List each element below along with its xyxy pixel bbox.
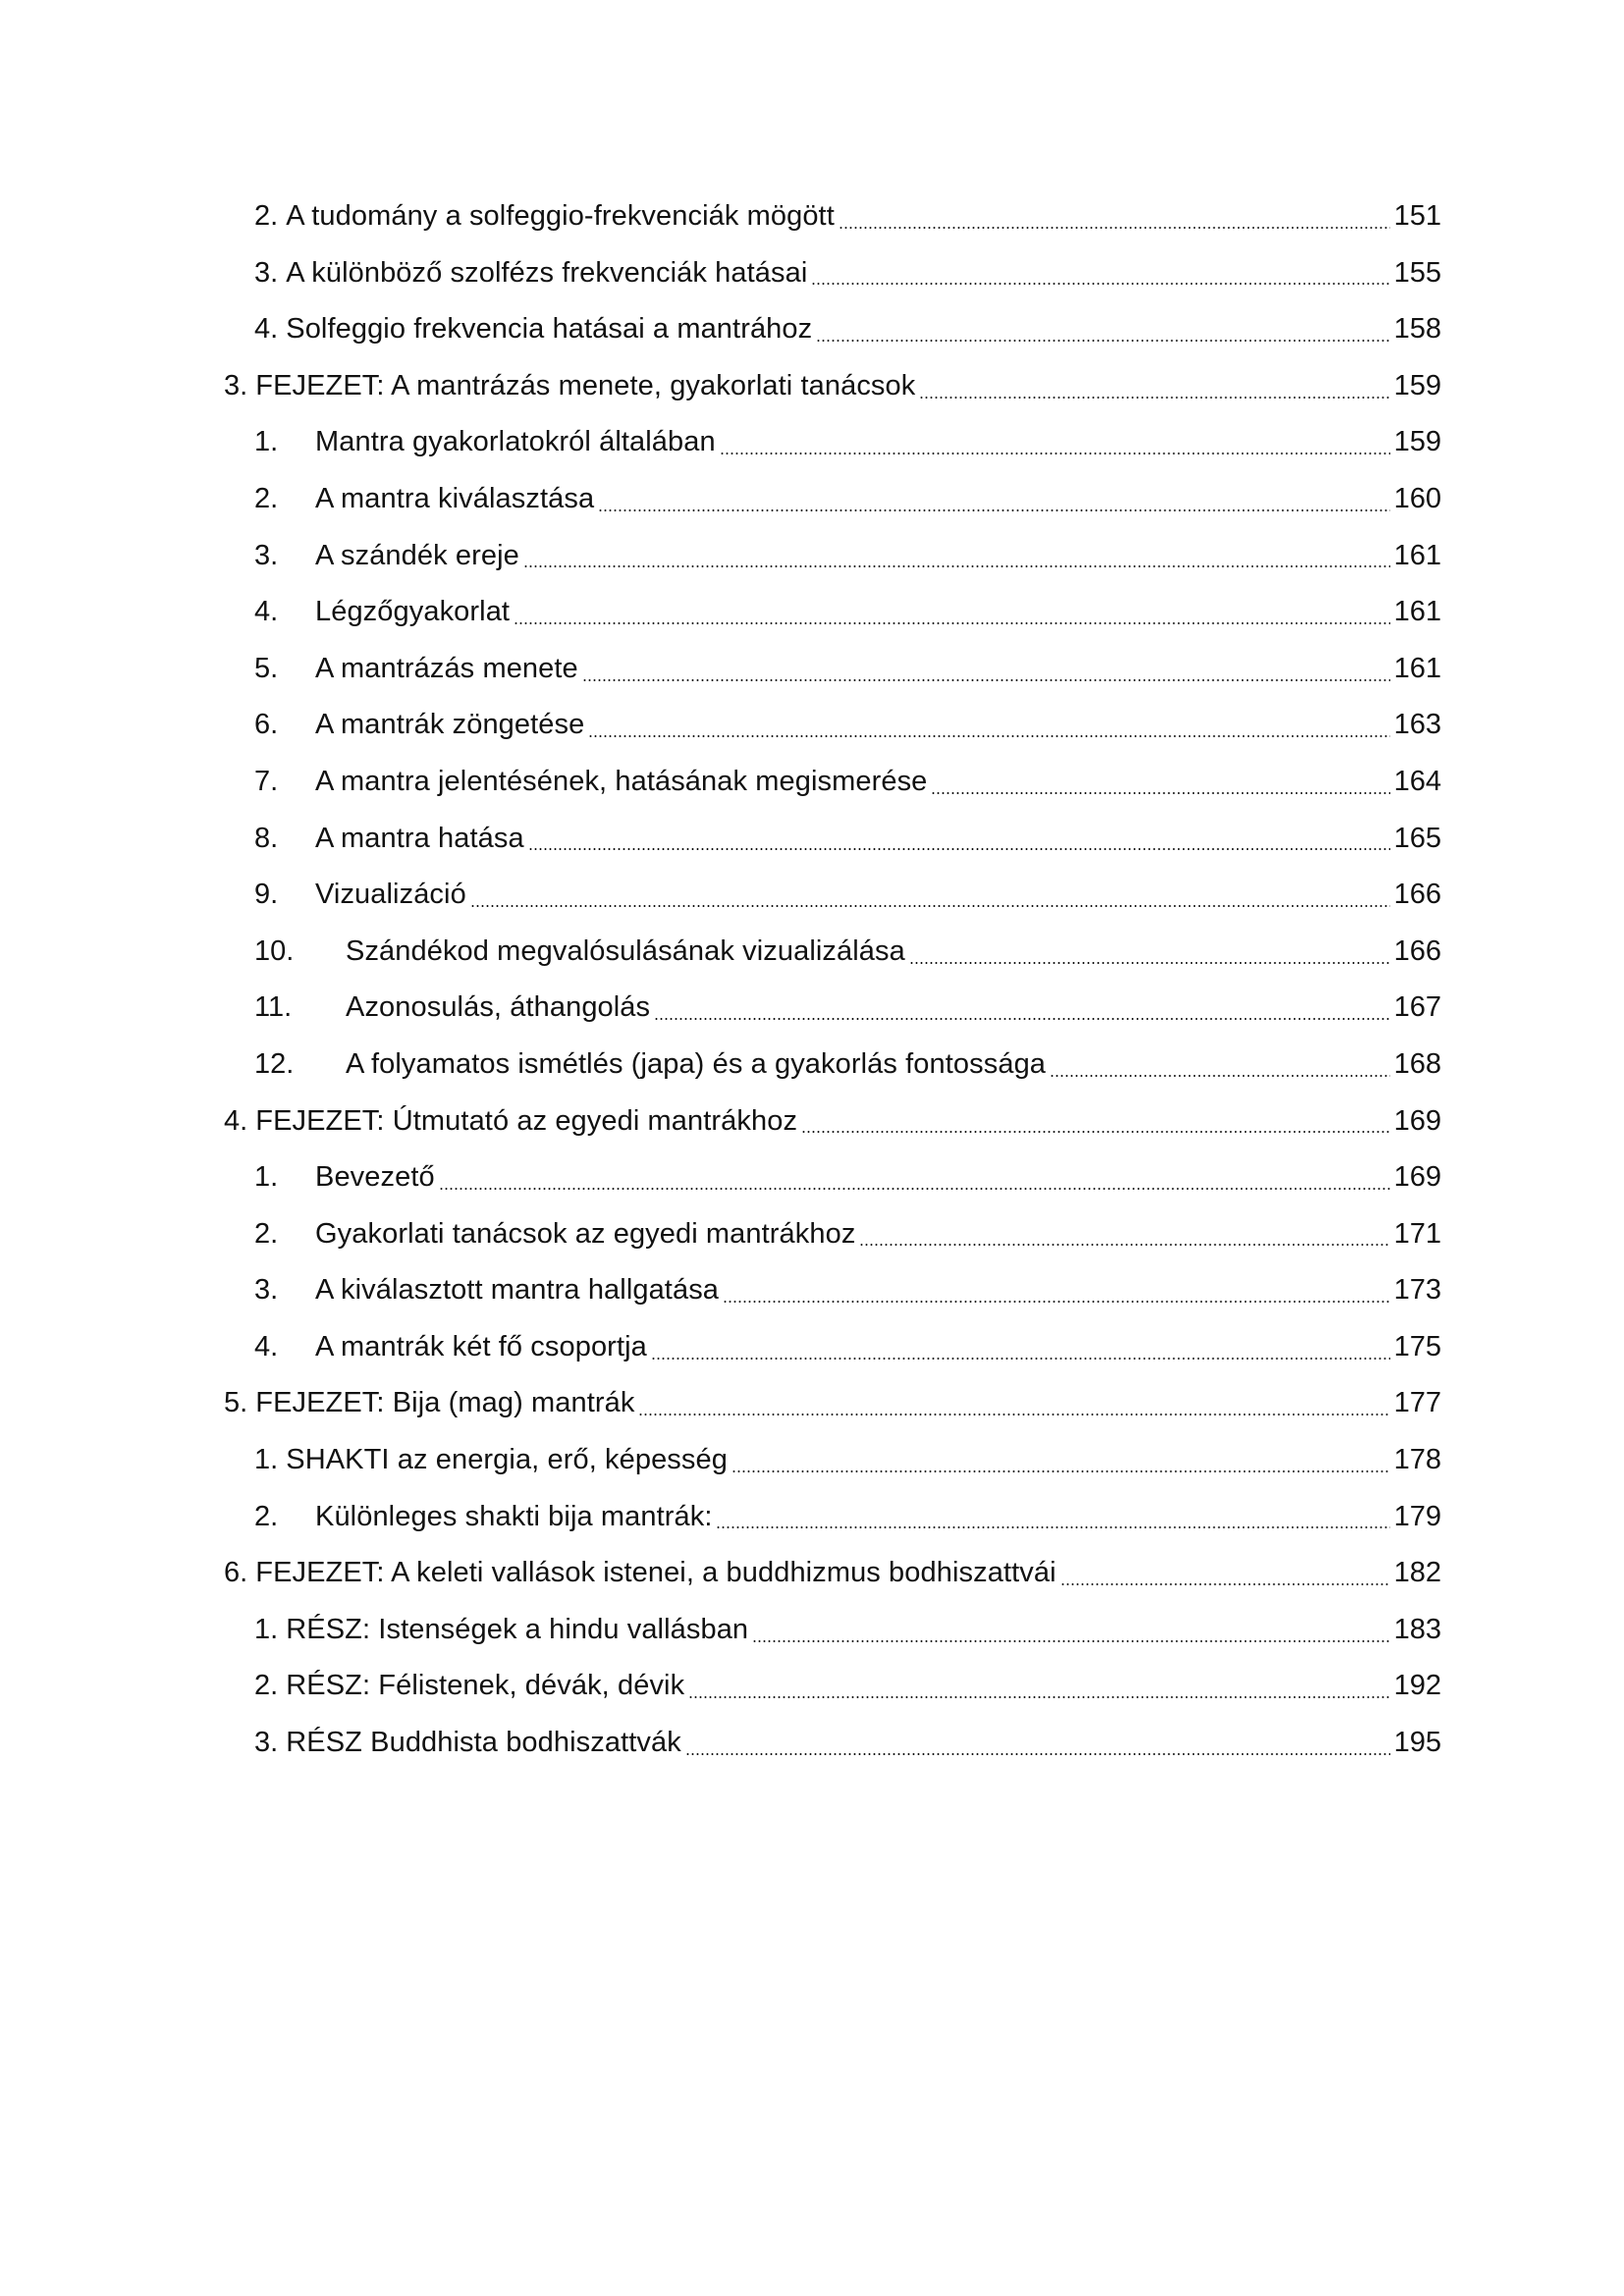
- toc-entry-title: A mantra kiválasztása: [315, 482, 595, 514]
- toc-section-entry: [224, 245, 1441, 302]
- toc-entry-spacer: [247, 1545, 255, 1602]
- dot-leader: [598, 509, 1389, 511]
- toc-entry-number: 12.: [254, 1047, 295, 1080]
- toc-entry-title: A kiválasztott mantra hallgatása: [315, 1274, 720, 1307]
- toc-entry-title: A különböző szolfézs frekvenciák hatásai: [286, 256, 808, 289]
- toc-entry-page-number: 195: [1393, 1727, 1441, 1759]
- toc-section-entry: [224, 1715, 1441, 1772]
- dot-leader: [723, 1301, 1390, 1303]
- toc-entry-page-number: 168: [1393, 1047, 1441, 1080]
- toc-entry-spacer: [278, 1432, 286, 1489]
- toc-entry-spacer: [278, 301, 286, 358]
- dot-leader: [811, 283, 1389, 285]
- toc-entry-title: A tudomány a solfeggio-frekvenciák mögött: [286, 200, 835, 232]
- toc-section-entry: [224, 1432, 1441, 1489]
- toc-entry-page-number: 165: [1393, 822, 1441, 854]
- toc-entry-title: FEJEZET: Bija (mag) mantrák: [255, 1387, 635, 1419]
- dot-leader: [859, 1244, 1389, 1246]
- dot-leader: [470, 905, 1390, 907]
- toc-entry-page-number: 192: [1393, 1670, 1441, 1702]
- toc-entry-page-number: 164: [1393, 765, 1441, 797]
- toc-entry-title: A folyamatos ismétlés (japa) és a gyakorlás fontossága: [346, 1047, 1047, 1080]
- toc-section-entry: [224, 1319, 1441, 1376]
- toc-entry-number: 4.: [254, 1330, 279, 1362]
- toc-section-entry: [224, 584, 1441, 641]
- dot-leader: [528, 848, 1390, 850]
- toc-entry-title: Gyakorlati tanácsok az egyedi mantrákhoz: [315, 1217, 856, 1250]
- toc-entry-page-number: 167: [1393, 991, 1441, 1024]
- dot-leader: [919, 397, 1389, 399]
- toc-entry-page-number: 166: [1393, 879, 1441, 911]
- toc-entry-number: 10.: [254, 934, 295, 967]
- dot-leader: [588, 735, 1389, 737]
- toc-entry-title: Mantra gyakorlatokról általában: [315, 426, 716, 458]
- toc-entry-number: 3.: [254, 1274, 279, 1307]
- toc-entry-title: A mantrák két fő csoportja: [315, 1330, 647, 1362]
- toc-entry-page-number: 159: [1393, 426, 1441, 458]
- toc-entry-spacer: [247, 358, 255, 415]
- toc-entry-spacer: [278, 245, 286, 302]
- toc-entry-number: 1.: [254, 1613, 279, 1645]
- dot-leader: [654, 1018, 1389, 1020]
- dot-leader: [839, 227, 1390, 229]
- toc-section-entry: [224, 811, 1441, 868]
- toc-entry-title: A mantra hatása: [315, 822, 524, 854]
- toc-section-entry: [224, 697, 1441, 754]
- table-of-contents: [224, 188, 1441, 1772]
- toc-section-entry: [224, 924, 1441, 981]
- toc-entry-number: 2.: [254, 200, 279, 232]
- dot-leader: [716, 1526, 1389, 1528]
- toc-entry-number: 9.: [254, 879, 279, 911]
- dot-leader: [720, 453, 1390, 454]
- toc-entry-page-number: 166: [1393, 934, 1441, 967]
- toc-entry-title: Vizualizáció: [315, 879, 466, 911]
- toc-entry-spacer: [278, 188, 286, 245]
- toc-section-entry: [224, 471, 1441, 528]
- toc-entry-number: 5.: [254, 652, 279, 684]
- toc-section-entry: [224, 1262, 1441, 1319]
- toc-section-entry: [224, 301, 1441, 358]
- toc-section-entry: [224, 1658, 1441, 1715]
- toc-section-entry: [224, 1149, 1441, 1206]
- toc-entry-number: 2.: [254, 1670, 279, 1702]
- dot-leader: [651, 1358, 1390, 1360]
- toc-entry-number: 5.: [224, 1387, 248, 1419]
- dot-leader: [685, 1753, 1390, 1755]
- toc-section-entry: [224, 1602, 1441, 1659]
- toc-chapter-entry: [224, 1375, 1441, 1432]
- toc-entry-title: FEJEZET: A keleti vallások istenei, a buddhizmus bodhiszattvái: [255, 1557, 1056, 1589]
- toc-entry-page-number: 175: [1393, 1330, 1441, 1362]
- dot-leader: [582, 679, 1390, 681]
- toc-entry-page-number: 163: [1393, 709, 1441, 741]
- dot-leader: [688, 1696, 1389, 1698]
- toc-entry-title: Különleges shakti bija mantrák:: [315, 1500, 713, 1532]
- toc-entry-page-number: 171: [1393, 1217, 1441, 1250]
- toc-entry-number: 3.: [224, 369, 248, 401]
- toc-entry-page-number: 173: [1393, 1274, 1441, 1307]
- dot-leader: [909, 962, 1390, 964]
- dot-leader: [816, 340, 1389, 342]
- toc-entry-spacer: [278, 1715, 286, 1772]
- toc-entry-page-number: 161: [1393, 539, 1441, 571]
- dot-leader: [752, 1640, 1389, 1642]
- toc-entry-number: 4.: [254, 313, 279, 346]
- dot-leader: [638, 1414, 1389, 1415]
- toc-entry-title: A mantrák zöngetése: [315, 709, 585, 741]
- toc-entry-page-number: 160: [1393, 482, 1441, 514]
- toc-entry-number: 2.: [254, 482, 279, 514]
- toc-entry-page-number: 177: [1393, 1387, 1441, 1419]
- toc-entry-spacer: [278, 1658, 286, 1715]
- toc-entry-title: RÉSZ Buddhista bodhiszattvák: [286, 1727, 681, 1759]
- toc-entry-number: 3.: [254, 539, 279, 571]
- toc-entry-number: 1.: [254, 426, 279, 458]
- toc-entry-title: A mantra jelentésének, hatásának megismerése: [315, 765, 928, 797]
- toc-entry-spacer: [247, 1375, 255, 1432]
- toc-section-entry: [224, 754, 1441, 811]
- toc-entry-page-number: 182: [1393, 1557, 1441, 1589]
- dot-leader: [514, 622, 1390, 624]
- toc-chapter-entry: [224, 358, 1441, 415]
- toc-entry-page-number: 169: [1393, 1104, 1441, 1137]
- toc-entry-number: 1.: [254, 1444, 279, 1476]
- toc-entry-title: FEJEZET: A mantrázás menete, gyakorlati tanácsok: [255, 369, 916, 401]
- toc-entry-page-number: 178: [1393, 1444, 1441, 1476]
- toc-entry-title: Légzőgyakorlat: [315, 596, 511, 628]
- toc-section-entry: [224, 867, 1441, 924]
- toc-section-entry: [224, 1489, 1441, 1546]
- dot-leader: [1060, 1583, 1390, 1585]
- toc-entry-page-number: 151: [1393, 200, 1441, 232]
- toc-entry-page-number: 179: [1393, 1500, 1441, 1532]
- toc-entry-page-number: 169: [1393, 1161, 1441, 1194]
- dot-leader: [523, 565, 1390, 567]
- toc-section-entry: [224, 641, 1441, 698]
- toc-chapter-entry: [224, 1545, 1441, 1602]
- toc-entry-page-number: 158: [1393, 313, 1441, 346]
- toc-entry-title: Solfeggio frekvencia hatásai a mantrához: [286, 313, 813, 346]
- toc-entry-spacer: [278, 1602, 286, 1659]
- toc-section-entry: [224, 414, 1441, 471]
- toc-entry-spacer: [247, 1094, 255, 1150]
- toc-entry-number: 3.: [254, 1727, 279, 1759]
- dot-leader: [439, 1188, 1390, 1190]
- toc-entry-number: 1.: [254, 1161, 279, 1194]
- toc-entry-page-number: 159: [1393, 369, 1441, 401]
- toc-section-entry: [224, 980, 1441, 1037]
- toc-entry-title: FEJEZET: Útmutató az egyedi mantrákhoz: [255, 1104, 798, 1137]
- toc-entry-title: Azonosulás, áthangolás: [346, 991, 651, 1024]
- toc-entry-title: RÉSZ: Félistenek, dévák, dévik: [286, 1670, 685, 1702]
- toc-entry-page-number: 161: [1393, 596, 1441, 628]
- dot-leader: [731, 1470, 1390, 1472]
- toc-entry-number: 7.: [254, 765, 279, 797]
- toc-entry-title: Bevezető: [315, 1161, 435, 1194]
- toc-entry-title: RÉSZ: Istenségek a hindu vallásban: [286, 1613, 749, 1645]
- toc-entry-number: 6.: [254, 709, 279, 741]
- dot-leader: [1050, 1075, 1390, 1077]
- toc-section-entry: [224, 188, 1441, 245]
- toc-entry-number: 11.: [254, 991, 293, 1024]
- toc-entry-title: SHAKTI az energia, erő, képesség: [286, 1444, 728, 1476]
- toc-entry-number: 2.: [254, 1500, 279, 1532]
- toc-entry-title: Szándékod megvalósulásának vizualizálása: [346, 934, 905, 967]
- toc-entry-page-number: 183: [1393, 1613, 1441, 1645]
- toc-entry-page-number: 161: [1393, 652, 1441, 684]
- toc-chapter-entry: [224, 1094, 1441, 1150]
- toc-entry-title: A mantrázás menete: [315, 652, 578, 684]
- toc-section-entry: [224, 1037, 1441, 1094]
- dot-leader: [931, 792, 1389, 794]
- toc-entry-number: 3.: [254, 256, 279, 289]
- toc-entry-number: 4.: [224, 1104, 248, 1137]
- toc-section-entry: [224, 528, 1441, 585]
- dot-leader: [801, 1131, 1390, 1133]
- toc-entry-number: 2.: [254, 1217, 279, 1250]
- toc-entry-title: A szándék ereje: [315, 539, 519, 571]
- toc-section-entry: [224, 1206, 1441, 1263]
- toc-entry-number: 8.: [254, 822, 279, 854]
- toc-entry-number: 6.: [224, 1557, 248, 1589]
- toc-entry-page-number: 155: [1393, 256, 1441, 289]
- toc-entry-number: 4.: [254, 596, 279, 628]
